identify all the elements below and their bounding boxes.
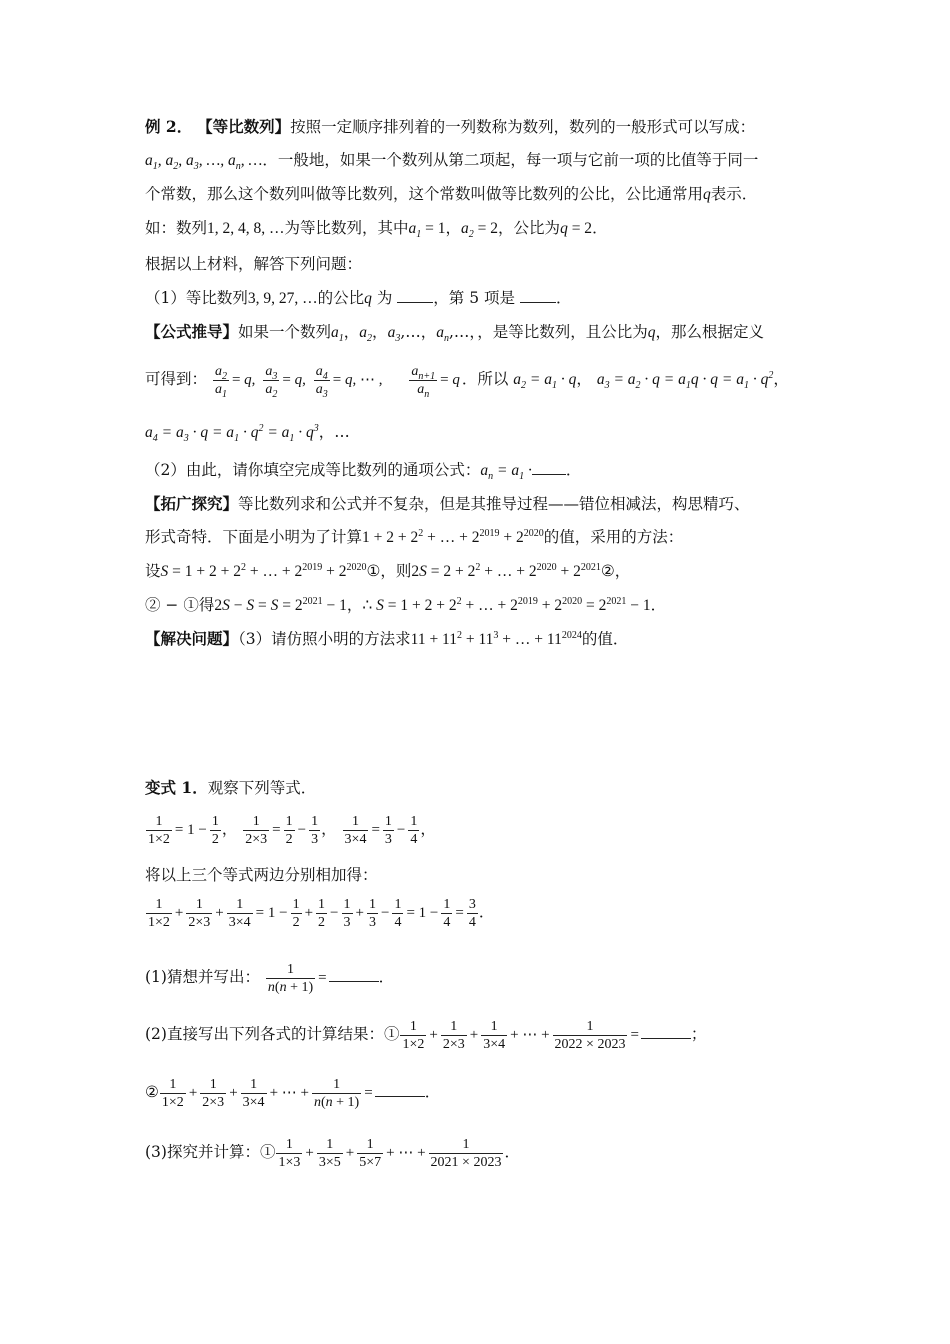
extend-line3: 设$S = 1 + 2 + 2^2$ + … + $2^{2019}$ + $2^{2020}①$，则$2S = 2 + 2^2$ + … + $2^{2020}$ + $2^{2021}②$，	[145, 561, 631, 580]
variant1-part1: (1)猜想并写出： $\frac{1}{n(n + 1)}$ = ．	[145, 961, 395, 995]
example2-line1: 例 2． 【等比数列】按照一定顺序排列着的一列数称为数列，数列的一般形式可以写成：	[145, 117, 756, 136]
answer-blank-guess[interactable]	[329, 967, 379, 982]
variant1-sum-equation: $\frac{1}{1\times 2}$ + $\frac{1}{2\times 3}$ + $\frac{1}{3\times 4}$ = 1 − $\frac{1}{2}$ + $\frac{1}{2}$ − $\frac{1}{3}$ + $\frac{1}{3}$ − $\frac{1}{4}$ = 1 − $\frac{1}{4}$ = $\frac{3}{4}$ ．	[148, 896, 495, 930]
extend-line2: 形式奇特．下面是小明为了计算$1 + 2 + 2^2$ + … + $2^{2019} + 2^{2020}$的值，采用的方法：	[145, 527, 684, 546]
example2-intro: 按照一定顺序排列着的一列数称为数列，数列的一般形式可以写成：	[290, 118, 756, 136]
variant1-part2-a: (2)直接写出下列各式的计算结果：① $\frac{1}{1\times 2}$ + $\frac{1}{2\times 3}$ + $\frac{1}{3\times 4}$ + ⋯ + $\frac{1}{2022 \times 2023}$ = ；	[145, 1018, 707, 1052]
question-1: （1）等比数列3, 9, 27, …的公比q 为 ，第 5 项是 ．	[145, 289, 572, 307]
answer-blank-sum-2023[interactable]	[641, 1024, 691, 1039]
question-2: （2）由此，请你填空完成等比数列的通项公式：$a_n = a_1$ · ．	[145, 461, 582, 483]
extend-line4: ② − ①得$2S - S = S = 2^{2021} - 1$，∴ $S = 1 + 2 + 2^2$ + … + $2^{2019} + 2^{2020} = 2^{2021} - 1$．	[145, 595, 667, 614]
derivation-line1: 【公式推导】如果一个数列$a_1$，$a_2$，$a_3,\dots$，$a_n,\dots$，，是等比数列，且公比为q，那么根据定义	[145, 322, 764, 345]
based-on-text: 根据以上材料，解答下列问题：	[145, 255, 363, 273]
derivation-line3: $a_4 = a_3 \cdot q = a_1 \cdot q^2 = a_1 \cdot q^3$，…	[145, 422, 350, 445]
general-sequence-formula: $a_1$, $a_2$, $a_3$, …, $a_n$, …	[145, 152, 263, 173]
derivation-line2: 可得到： $\frac{a_2}{a_1}$ = q, $\frac{a_3}{a_2}$ = q, $\frac{a_4}{a_3}$ = q, ⋯ , $\frac{a_{n+1}}{a_n}$ = q ．所以 $a_2 = a_1 \cdot q$， $a_3 = a_2 \cdot q = a_1q \cdot q = a_1 \cdot q^2$，	[145, 363, 789, 400]
example2-line3: 个常数，那么这个数列叫做等比数列，这个常数叫做等比数列的公比，公比通常用q表示．	[145, 185, 758, 203]
example2-line4: 如：数列1, 2, 4, 8, …为等比数列，其中$a_1 = 1$，$a_2 = 2$，公比为q = 2．	[145, 219, 608, 241]
question-3: 【解决问题】（3）请仿照小明的方法求$11 + 11^2 + 11^3$ + … + $11^{2024}$的值．	[145, 629, 629, 648]
answer-blank-general-term[interactable]	[532, 460, 566, 475]
answer-blank-fifth-term[interactable]	[520, 288, 556, 303]
variant1-sum-text: 将以上三个等式两边分别相加得：	[145, 866, 378, 884]
variant1-part2-b: ② $\frac{1}{1\times 2}$ + $\frac{1}{2\times 3}$ + $\frac{1}{3\times 4}$ + ⋯ + $\frac{1}{n(n + 1)}$ = ．	[145, 1076, 441, 1110]
answer-blank-sum-n[interactable]	[375, 1082, 425, 1097]
example2-label: 例 2	[145, 117, 177, 136]
extend-line1: 【拓广探究】等比数列求和公式并不复杂，但是其推导过程——错位相减法，构思精巧、	[145, 494, 750, 513]
variant1-header: 变式 1．观察下列等式．	[145, 778, 317, 797]
variant1-equalities: $\frac{1}{1\times 2}$ = 1 − $\frac{1}{2}$ ， $\frac{1}{2\times 3}$ = $\frac{1}{2}$ − $\frac{1}{3}$ ， $\frac{1}{3\times 4}$ = $\frac{1}{3}$ − $\frac{1}{4}$ ，	[148, 813, 436, 847]
answer-blank-ratio[interactable]	[397, 288, 433, 303]
variant1-label: 变式 1	[145, 778, 193, 797]
example2-line2: $a_1$, $a_2$, $a_3$, …, $a_n$, …．一般地，如果一个数列从第二项起，每一项与它前一项的比值等于同一	[145, 151, 759, 173]
variant1-part3: (3)探究并计算：① $\frac{1}{1\times 3}$ + $\frac{1}{3\times 5}$ + $\frac{1}{5\times 7}$ + ⋯ + $\frac{1}{2021 \times 2023}$ ．	[145, 1136, 520, 1170]
example2-topic: 【等比数列】	[197, 117, 291, 136]
